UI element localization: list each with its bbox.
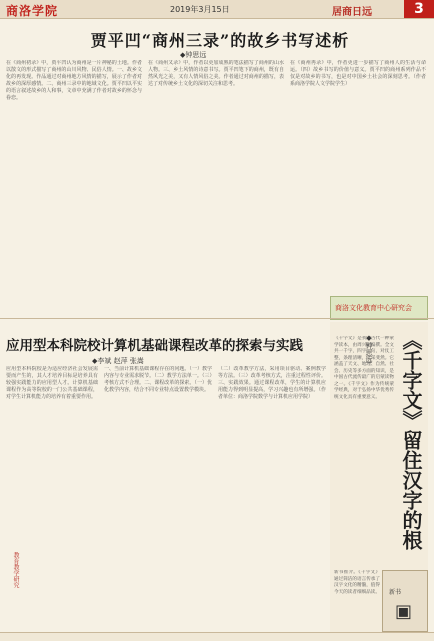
article-title: 应用型本科院校计算机基础课程改革的探索与实践 xyxy=(6,338,303,354)
article-byline: ◆李斌 赵萍 张嵩 xyxy=(92,357,144,365)
feature-byline: ◆钟思远 xyxy=(365,334,373,363)
ad-text: 商洛文化教育中心研究会 xyxy=(335,304,412,312)
feature-title: 《千字文》留住汉字的根 xyxy=(399,330,423,550)
feature-body: 《千字文》是我国古代一种蒙学读本，由周兴嗣编撰。全文共一千字，四字一句，对仗工整，条理清晰，文采斐然。它涵盖了天文、地理、自然、社会、历史等多方面的知识，是中国古代流传最广的启蒙读物之一。《千字文》作为传统蒙学经典，对于弘扬中华优秀传统文化具有重要意义。 xyxy=(334,336,394,400)
feature-column xyxy=(334,570,380,630)
article-column xyxy=(6,60,142,298)
article-body: （二）改革教学方法，采用项目驱动、案例教学等方法。（三）改革考核方式，注重过程性评价。三、实践效果。通过课程改革，学生的计算机应用能力得到明显提高，学习兴趣也有所增强。（作者单位：商洛学院数学与计算机应用学院） xyxy=(218,366,326,400)
side-note: 教育教学研究 xyxy=(12,552,19,588)
page-number: 3 xyxy=(404,0,434,18)
feature-column xyxy=(334,336,394,564)
article-column xyxy=(104,366,212,632)
masthead: 商洛学院 xyxy=(6,4,59,18)
page-header xyxy=(0,0,434,19)
article-column xyxy=(290,60,426,298)
article-body: 一、当前计算机基础课程存在的问题。（一）教学内容与专业需求脱节。（二）教学方法单一。（三）考核方式不合理。二、课程改革的探索。（一）优化教学内容，结合不同专业特点设置教学模块。 xyxy=(104,366,212,393)
article-byline: ◆钟思远 xyxy=(180,51,207,59)
article-body: 在《商州又录》中，作者以更加成熟的笔法描写了商州的山水人物。三、乡土风情的诗意书写。贾平凹笔下的商州，既有自然风光之美，又有人情风俗之美。作者通过对商州的描写，表达了对传统乡土文化的深切关注和思考。 xyxy=(148,60,284,87)
book-label: 新书 xyxy=(389,589,402,596)
section-name: 居商日远 xyxy=(332,7,372,18)
book-cover xyxy=(382,570,428,632)
book-icon: ▣ xyxy=(395,601,413,622)
article-column xyxy=(148,60,284,298)
right-feature-panel xyxy=(330,322,428,634)
article-body: 在《商州初录》中，贾平凹认为商州是一片神秘的土地。作者以散文的形式描写了商州的山川风物、民俗人情。一、故乡文化的再发现。作品通过对商州地方风情的描写，展示了作者对故乡的深厚感情。二、商州三录中的地域文化。贾平凹以平实的语言叙述故乡的人和事，文章中充满了作者对故乡的怀念与眷恋。 xyxy=(6,60,142,101)
article-body: 在《商州再录》中，作者更进一步描写了商州人的生活与命运。（四）故乡书写的价值与意义。贾平凹的商州系列作品不仅是对故乡的书写，也是对中国乡土社会的深刻思考。（作者系商洛学院人文学院学生） xyxy=(290,60,426,87)
advertisement-box xyxy=(330,296,428,320)
feature-body: 新书推介。《千字文》通过简洁的语言传承了汉字文化的精髓，值得今天的读者细细品读。 xyxy=(334,570,380,595)
section-divider xyxy=(0,318,434,319)
article-body: 应用型本科院校是为适应经济社会发展需要而产生的，其人才培养目标是培养具有较强实践能力的应用型人才。计算机基础课程作为高等院校的一门公共基础课程，对学生计算机能力的培养有着重要作用。 xyxy=(6,366,98,400)
article-column xyxy=(218,366,326,632)
article-title: 贾平凹“商州三录”的故乡书写述析 xyxy=(90,31,350,50)
issue-date: 2019年3月15日 xyxy=(170,5,230,14)
